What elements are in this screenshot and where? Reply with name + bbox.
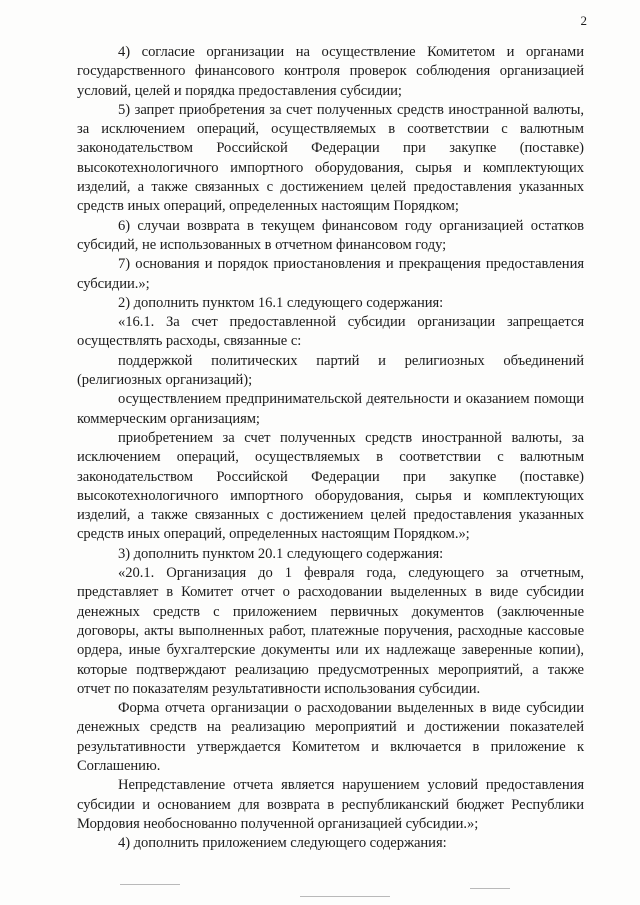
paragraph-9: приобретением за счет полученных средств иностранной валюты, за исключением операций, осуществляемых в соответствии с валютным законодательством Российской Федерации при закупке (поставке) высокотехнологичного импортного оборудования, сырья и комплектующих изделий, а также связанных с достижением целей предоставления указанных средств иных операций, определенных настоящим Порядком.»; bbox=[77, 429, 584, 543]
paragraph-13: Непредставление отчета является нарушением условий предоставления субсидии и основанием для возврата в республиканский бюджет Республики Мордовия необоснованно полученной организацией субсидии.»; bbox=[77, 777, 584, 832]
paragraph-3: 6) случаи возврата в текущем финансовом году организацией остатков субсидий, не использованных в отчетном финансовом году; bbox=[77, 217, 584, 253]
scan-artifact bbox=[120, 884, 180, 885]
paragraph-12: Форма отчета организации о расходовании выделенных в виде субсидии денежных средств на реализацию мероприятий и достижении показателей результативности утверждается Комитетом и включается в приложение к Соглашению. bbox=[77, 700, 584, 774]
page-number: 2 bbox=[580, 13, 587, 28]
paragraph-1: 4) согласие организации на осуществление Комитетом и органами государственного финансового контроля проверок соблюдения организацией условий, целей и порядка предоставления субсидии; bbox=[77, 44, 584, 99]
paragraph-7: поддержкой политических партий и религиозных объединений (религиозных организаций); bbox=[77, 352, 584, 389]
document-body bbox=[77, 43, 584, 853]
paragraph-10: 3) дополнить пунктом 20.1 следующего содержания: bbox=[118, 545, 444, 562]
scan-artifact bbox=[470, 888, 510, 889]
paragraph-6: «16.1. За счет предоставленной субсидии организации запрещается осуществлять расходы, связанные с: bbox=[77, 314, 584, 350]
paragraph-4: 7) основания и порядок приостановления и прекращения предоставления субсидии.»; bbox=[77, 256, 584, 292]
paragraph-14: 4) дополнить приложением следующего содержания: bbox=[118, 835, 447, 852]
paragraph-8: осуществлением предпринимательской деятельности и оказанием помощи коммерческим организациям; bbox=[77, 391, 584, 427]
paragraph-2: 5) запрет приобретения за счет полученных средств иностранной валюты, за исключением операций, осуществляемых в соответствии с валютным законодательством Российской Федерации при закупке (поставке) высокотехнологичного импортного оборудования, сырья и комплектующих изделий, а также связанных с достижением целей предоставления указанных средств иных операций, определенных настоящим Порядком; bbox=[77, 101, 584, 215]
paragraph-5: 2) дополнить пунктом 16.1 следующего содержания: bbox=[118, 294, 444, 311]
scan-artifact bbox=[300, 896, 390, 897]
paragraph-11: «20.1. Организация до 1 февраля года, следующего за отчетным, представляет в Комитет отчет о расходовании выделенных в виде субсидии денежных средств с приложением первичных документов (заключенные договоры, акты выполненных работ, платежные поручения, расходные кассовые ордера, иные бухгалтерские документы или их надлежаще заверенные копии), которые подтверждают реализацию предусмотренных мероприятий, а также отчет по показателям результативности использования субсидии. bbox=[77, 565, 584, 697]
